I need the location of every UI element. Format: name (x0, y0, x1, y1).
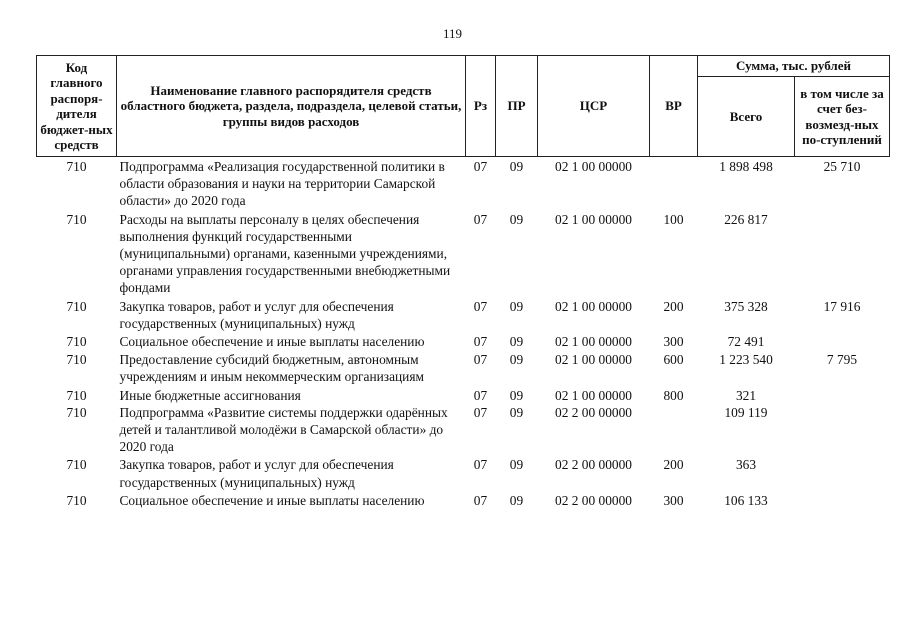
header-vr: ВР (650, 56, 698, 157)
cell-total: 375 328 (724, 298, 768, 314)
table-header (37, 56, 890, 157)
cell-rz: 07 (473, 334, 488, 350)
cell-rz: 07 (473, 352, 488, 368)
table-row (37, 157, 890, 210)
cell-vr: 800 (663, 387, 684, 403)
cell-pr: 09 (509, 298, 524, 314)
cell-code: 710 (66, 334, 87, 350)
cell-total: 109 119 (724, 404, 768, 420)
cell-code: 710 (66, 211, 87, 227)
table-row (37, 350, 890, 385)
cell-pr: 09 (509, 404, 524, 420)
cell-rz: 07 (473, 387, 488, 403)
cell-rz: 07 (473, 457, 488, 473)
cell-free: 25 710 (823, 159, 861, 174)
cell-csr: 02 1 00 00000 (555, 159, 632, 174)
budget-table (36, 55, 890, 509)
table-row (37, 332, 890, 350)
header-csr: ЦСР (538, 56, 650, 157)
cell-code: 710 (66, 404, 87, 420)
table-row (37, 404, 890, 456)
cell-csr: 02 2 00 00000 (555, 404, 632, 420)
cell-rz: 07 (473, 492, 488, 508)
cell-vr: 600 (663, 352, 684, 368)
cell-pr: 09 (509, 334, 524, 350)
header-code: Код главного распоря-дителя бюджет-ных средств (37, 56, 117, 157)
cell-total: 226 817 (724, 211, 768, 227)
cell-code: 710 (66, 457, 87, 473)
cell-name: Закупка товаров, работ и услуг для обеспечения государственных (муниципальных) нужд (119, 298, 394, 331)
cell-name: Иные бюджетные ассигнования (119, 387, 301, 403)
header-rz: Рз (466, 56, 496, 157)
cell-code: 710 (66, 298, 87, 314)
cell-code: 710 (66, 159, 87, 174)
cell-name: Закупка товаров, работ и услуг для обеспечения государственных (муниципальных) нужд (119, 457, 394, 490)
table-row (37, 210, 890, 297)
cell-total: 363 (735, 457, 757, 473)
cell-code: 710 (66, 387, 87, 403)
cell-vr: 300 (663, 334, 684, 350)
table-row (37, 297, 890, 332)
cell-free (795, 404, 890, 456)
cell-rz: 07 (473, 159, 488, 174)
cell-rz: 07 (473, 404, 488, 420)
cell-pr: 09 (509, 211, 524, 227)
cell-free (795, 332, 890, 350)
table-row (37, 491, 890, 509)
cell-csr: 02 1 00 00000 (555, 211, 632, 227)
cell-name: Социальное обеспечение и иные выплаты населению (119, 492, 425, 508)
page-number: 119 (442, 26, 463, 41)
cell-name: Подпрограмма «Развитие системы поддержки одарённых детей и талантливой молодёжи в Самарской области» до 2020 года (119, 404, 448, 455)
cell-free (795, 491, 890, 509)
cell-code: 710 (66, 492, 87, 508)
cell-code: 710 (66, 352, 87, 368)
cell-free: 7 795 (826, 352, 858, 368)
table-body (37, 157, 890, 510)
cell-csr: 02 2 00 00000 (555, 457, 632, 473)
cell-total: 72 491 (727, 334, 765, 350)
header-pr: ПР (496, 56, 538, 157)
cell-name: Расходы на выплаты персоналу в целях обеспечения выполнения функций государственными (муниципальными) органами, казенными учреждениями, органами управления государственными внебюджетными фондами (119, 211, 451, 296)
cell-rz: 07 (473, 298, 488, 314)
header-free: в том числе за счет без-возмезд-ных по-ступлений (795, 77, 890, 157)
cell-csr: 02 1 00 00000 (555, 387, 632, 403)
cell-total: 1 223 540 (719, 352, 773, 368)
cell-vr (650, 157, 698, 210)
cell-rz: 07 (473, 211, 488, 227)
cell-vr (650, 404, 698, 456)
cell-free (795, 386, 890, 404)
header-name: Наименование главного распорядителя средств областного бюджета, раздела, подраздела, целевой статьи, группы видов расходов (117, 56, 466, 157)
cell-vr: 200 (663, 298, 684, 314)
cell-vr: 300 (663, 492, 684, 508)
cell-total: 106 133 (724, 492, 768, 508)
cell-free (795, 210, 890, 297)
cell-free: 17 916 (823, 298, 861, 314)
table-row (37, 386, 890, 404)
cell-total: 1 898 498 (719, 159, 773, 174)
cell-csr: 02 1 00 00000 (555, 298, 632, 314)
cell-csr: 02 2 00 00000 (555, 492, 632, 508)
cell-name: Подпрограмма «Реализация государственной политики в области образования и науки на территории Самарской области» до 2020 года (119, 159, 445, 209)
cell-pr: 09 (509, 159, 524, 174)
cell-csr: 02 1 00 00000 (555, 352, 632, 368)
cell-vr: 200 (663, 457, 684, 473)
cell-csr: 02 1 00 00000 (555, 334, 632, 350)
header-total: Всего (698, 77, 795, 157)
cell-name: Предоставление субсидий бюджетным, автономным учреждениям и иным некоммерческим организациям (119, 352, 424, 385)
cell-pr: 09 (509, 457, 524, 473)
cell-pr: 09 (509, 352, 524, 368)
cell-pr: 09 (509, 492, 524, 508)
cell-vr: 100 (663, 211, 684, 227)
cell-name: Социальное обеспечение и иные выплаты населению (119, 334, 425, 350)
cell-free (795, 455, 890, 490)
cell-pr: 09 (509, 387, 524, 403)
cell-total: 321 (735, 387, 757, 403)
header-sum-group: Сумма, тыс. рублей (698, 56, 890, 77)
table-row (37, 455, 890, 490)
